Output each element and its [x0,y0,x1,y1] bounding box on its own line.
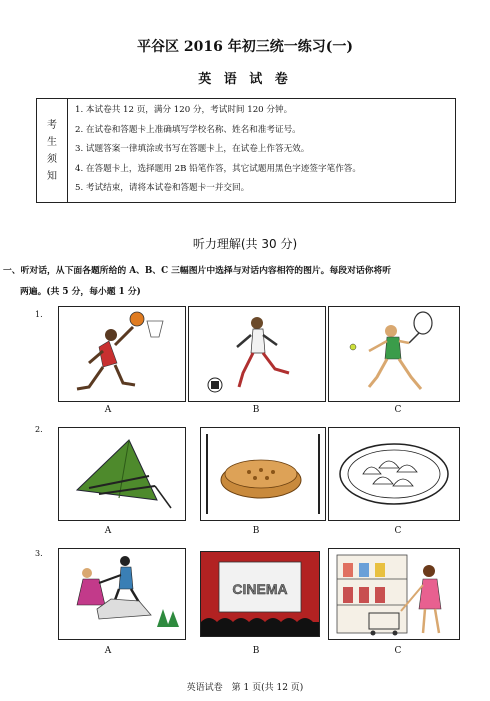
option-label: A [104,646,112,656]
picture-tennis-player[interactable] [328,306,460,402]
picture-supermarket-shopping[interactable] [328,548,460,640]
notice-label [37,99,68,202]
notice-item: 5. 考试结束，请将本试卷和答题卡一并交回。 [75,183,250,193]
cinema-sign-text: CINEMA [232,581,288,597]
question-number: 1. [35,310,43,319]
option-label: C [394,405,402,415]
instruction-line-1: 一、听对话，从下面各题所给的 A、B、C 三幅图片中选择与对话内容相符的图片。每段对话你将听 [3,266,392,276]
option-label: B [252,526,260,536]
picture-dancing-couple[interactable] [58,548,186,640]
notice-item: 4. 在答题卡上，选择题用 2B 铅笔作答，其它试题用黑色字迹签字笔作答。 [75,163,361,174]
page-subtitle: 英 语 试 卷 [198,72,292,87]
page-footer: 英语试卷 第 1 页(共 12 页) [186,683,304,693]
option-label: C [394,526,402,536]
notice-items [68,99,455,202]
picture-basketball-player[interactable] [58,306,186,402]
option-label: A [104,526,112,536]
notice-item: 2. 在试卷和答题卡上准确填写学校名称、姓名和准考证号。 [75,124,301,135]
notice-item: 1. 本试卷共 12 页，满分 120 分，考试时间 120 分钟。 [75,105,293,115]
picture-mooncake[interactable] [200,427,326,521]
notice-item: 3. 试题答案一律填涂或书写在答题卡上，在试卷上作答无效。 [75,144,310,154]
section-title: 听力理解(共 30 分) [192,237,298,251]
option-label: C [394,646,402,656]
notice-label-char: 知 [47,170,57,182]
picture-cinema-screen[interactable] [200,551,320,637]
notice-label-char: 生 [47,136,57,148]
picture-soccer-player[interactable] [188,306,326,402]
option-label: B [252,405,260,415]
picture-dumplings-plate[interactable] [328,427,460,521]
exam-notice-table [36,98,456,203]
option-label: B [252,646,260,656]
picture-zongzi[interactable] [58,427,186,521]
notice-label-char: 须 [47,153,57,165]
notice-label-char: 考 [47,119,57,131]
option-label: A [104,405,112,415]
question-number: 2. [35,425,43,434]
page-title: 平谷区 2016 年初三统一练习(一) [137,39,353,55]
instruction-line-2: 两遍。(共 5 分，每小题 1 分) [20,287,141,297]
question-number: 3. [35,549,43,558]
